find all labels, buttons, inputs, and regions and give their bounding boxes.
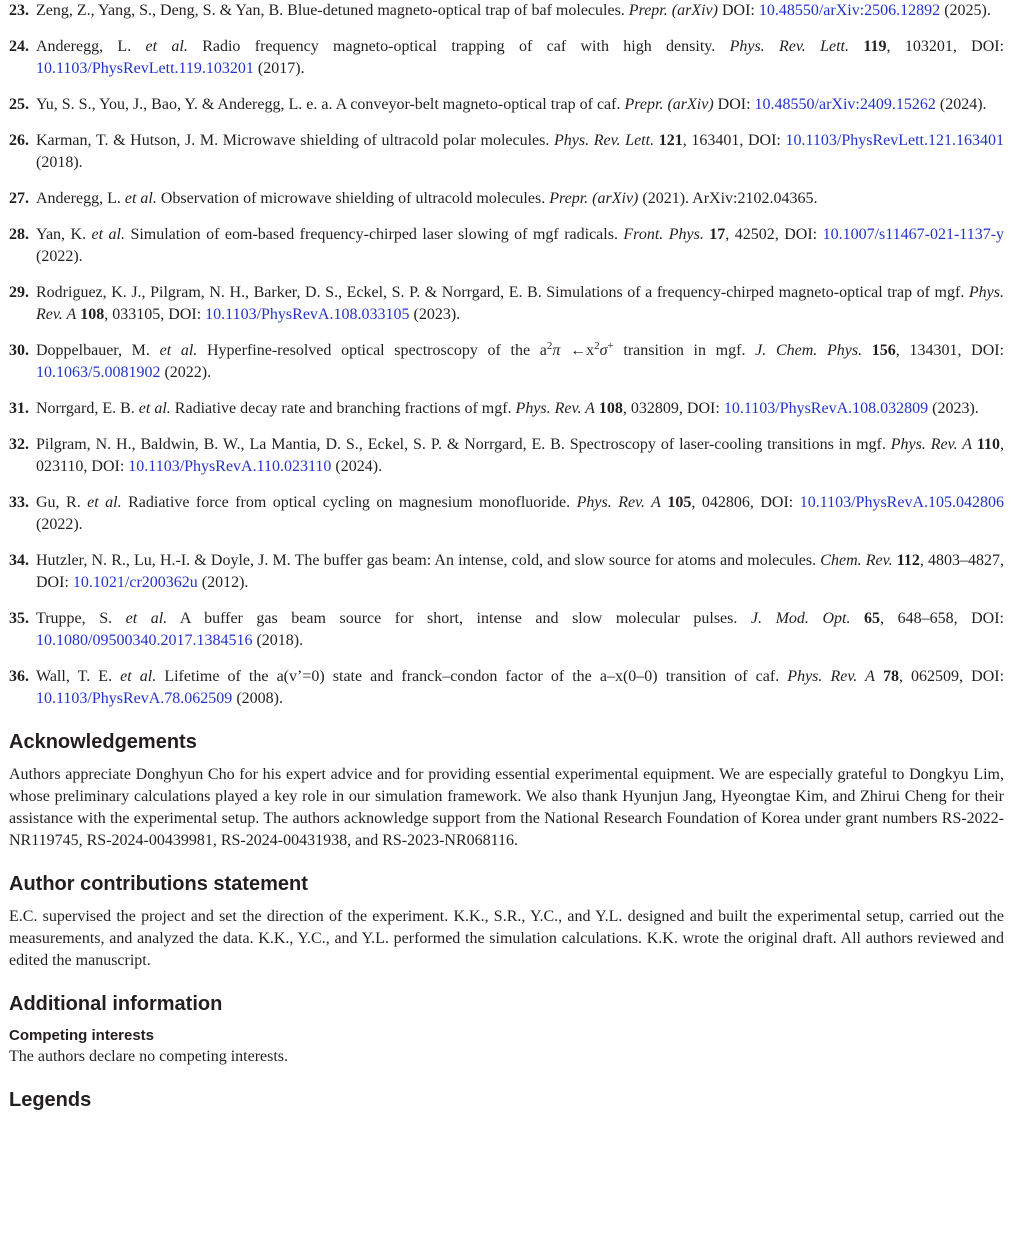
reference-segment: Radiative decay rate and branching fractions of mgf. (170, 400, 516, 417)
reference-number: 24. (9, 38, 29, 55)
doi-link[interactable]: 10.1103/PhysRevA.78.062509 (36, 690, 233, 707)
journal-name: Phys. Rev. Lett. (729, 38, 850, 55)
journal-name: Phys. Rev. A (36, 284, 1004, 323)
volume-number: 17 (709, 226, 726, 243)
volume-number: 65 (864, 610, 881, 627)
reference-item (9, 608, 1004, 652)
volume-number: 156 (871, 342, 896, 359)
reference-number: 31. (9, 400, 29, 417)
reference-segment: , 032809, DOI: (622, 400, 724, 417)
reference-segment: , 163401, DOI: (682, 132, 786, 149)
reference-segment: Anderegg, L. (36, 190, 125, 207)
reference-number: 35. (9, 610, 29, 627)
journal-name: Prepr. (arXiv) (549, 190, 639, 207)
reference-number: 23. (9, 2, 29, 19)
reference-item (9, 550, 1004, 594)
reference-text (36, 226, 1004, 265)
reference-segment: , 103201, DOI: (886, 38, 1005, 55)
reference-item (9, 282, 1004, 326)
journal-name: et al. (124, 190, 157, 207)
reference-text (36, 552, 1004, 591)
reference-segment: , 023110, DOI: (36, 436, 1004, 475)
reference-text (36, 436, 1004, 475)
reference-number: 29. (9, 284, 29, 301)
reference-segment: (2025). (940, 2, 991, 19)
journal-name: Phys. Rev. A (890, 436, 972, 453)
journal-name: Phys. Rev. A (515, 400, 595, 417)
reference-segment: , 033105, DOI: (104, 306, 206, 323)
reference-text (36, 342, 1004, 381)
reference-number: 34. (9, 552, 29, 569)
math-symbol: π (552, 342, 561, 359)
reference-text (36, 610, 1004, 649)
journal-name: et al. (120, 668, 157, 685)
doi-link[interactable]: 10.1103/PhysRevA.105.042806 (799, 494, 1005, 511)
superscript: 2 (546, 340, 553, 352)
reference-text (36, 38, 1004, 77)
reference-number: 30. (9, 342, 29, 359)
reference-segment: Pilgram, N. H., Baldwin, B. W., La Mantia, D. S., Eckel, S. P. & Norrgard, E. B. Spectroscopy of laser-cooling transitions in mgf. (36, 436, 891, 453)
journal-name: et al. (87, 494, 122, 511)
reference-item (9, 340, 1004, 384)
superscript: + (607, 340, 614, 352)
reference-item (9, 36, 1004, 80)
reference-segment (849, 38, 863, 55)
volume-number: 119 (863, 38, 887, 55)
journal-name: Front. Phys. (623, 226, 704, 243)
volume-number: 108 (598, 400, 623, 417)
journal-name: Phys. Rev. A (787, 668, 875, 685)
reference-segment: Norrgard, E. B. (36, 400, 139, 417)
reference-list (9, 0, 1004, 710)
reference-segment: (2017). (253, 60, 305, 77)
reference-segment: Gu, R. (36, 494, 88, 511)
volume-number: 110 (976, 436, 1000, 453)
competing-interests-text: The authors declare no competing interests. (9, 1048, 289, 1065)
reference-number: 27. (9, 190, 29, 207)
additional-information-heading: Additional information (9, 993, 223, 1015)
doi-link[interactable]: 10.1103/PhysRevA.108.033105 (205, 306, 410, 323)
reference-segment: (2024). (935, 96, 987, 113)
reference-segment: (2021). ArXiv:2102.04365. (638, 190, 818, 207)
reference-text (36, 96, 987, 113)
reference-segment: , 648–658, DOI: (880, 610, 1004, 627)
superscript: 2 (594, 340, 600, 352)
doi-link[interactable]: 10.1080/09500340.2017.1384516 (36, 632, 253, 649)
doi-link[interactable]: 10.48550/arXiv:2506.12892 (758, 2, 941, 19)
reference-segment: DOI: (713, 96, 755, 113)
reference-segment: Zeng, Z., Yang, S., Deng, S. & Yan, B. Blue-detuned magneto-optical trap of baf molecules. (36, 2, 629, 19)
reference-segment: Truppe, S. (36, 610, 126, 627)
reference-segment: (2018). (252, 632, 304, 649)
reference-segment: Karman, T. & Hutson, J. M. Microwave shielding of ultracold polar molecules. (36, 132, 555, 149)
reference-segment (875, 668, 883, 685)
reference-segment: Simulation of eom-based frequency-chirped laser slowing of mgf radicals. (124, 226, 624, 243)
reference-text (36, 494, 1004, 533)
reference-segment: , 134301, DOI: (895, 342, 1005, 359)
document-page (9, 0, 1004, 1112)
reference-segment (850, 610, 864, 627)
doi-link[interactable]: 10.1103/PhysRevA.110.023110 (128, 458, 332, 475)
journal-name: Phys. Rev. Lett. (554, 132, 655, 149)
journal-name: et al. (159, 342, 198, 359)
reference-text (36, 2, 991, 19)
reference-segment: , 042806, DOI: (691, 494, 800, 511)
reference-item (9, 224, 1004, 268)
reference-number: 33. (9, 494, 29, 511)
reference-segment: DOI: (717, 2, 759, 19)
volume-number: 105 (667, 494, 692, 511)
reference-segment: Anderegg, L. (36, 38, 146, 55)
doi-link[interactable]: 10.1063/5.0081902 (36, 364, 161, 381)
reference-segment: Hutzler, N. R., Lu, H.-I. & Doyle, J. M. The buffer gas beam: An intense, cold, and slow source for atoms and molecules. (36, 552, 821, 569)
reference-segment: ←x (560, 342, 595, 359)
volume-number: 78 (882, 668, 899, 685)
reference-segment: , 42502, DOI: (725, 226, 823, 243)
reference-segment: Observation of microwave shielding of ultracold molecules. (156, 190, 550, 207)
author-contributions-heading: Author contributions statement (9, 873, 308, 895)
reference-item (9, 492, 1004, 536)
reference-segment: Yan, K. (36, 226, 92, 243)
reference-item (9, 666, 1004, 710)
journal-name: Prepr. (arXiv) (628, 2, 718, 19)
acknowledgements-heading: Acknowledgements (9, 731, 197, 753)
reference-segment: Yu, S. S., You, J., Bao, Y. & Anderegg, L. e. a. A conveyor-belt magneto-optical trap of caf. (36, 96, 625, 113)
journal-name: Chem. Rev. (820, 552, 893, 569)
journal-name: et al. (125, 610, 168, 627)
reference-text (36, 284, 1004, 323)
author-contributions-text: E.C. supervised the project and set the direction of the experiment. K.K., S.R., Y.C., and Y.L. designed and built the experimental setup, carried out the measurements, and analyzed the data. K.K., Y.C., and Y.L. performed the simulation calculations. K.K. wrote the original draft. All authors reviewed and edited the manuscript. (9, 908, 1004, 969)
reference-segment: Radiative force from optical cycling on magnesium monofluoride. (121, 494, 577, 511)
reference-text (36, 668, 1004, 707)
journal-name: J. Mod. Opt. (750, 610, 851, 627)
reference-number: 36. (9, 668, 29, 685)
reference-item (9, 398, 1004, 420)
reference-segment: (2022). (36, 516, 83, 533)
reference-segment: (2023). (928, 400, 979, 417)
reference-segment: (2022). (36, 248, 83, 265)
acknowledgements-text: Authors appreciate Donghyun Cho for his expert advice and for providing essential experimental equipment. We are especially grateful to Dongkyu Lim, whose preliminary calculations played a key role in our simulation framework. We also thank Hyunjun Jang, Hyeongtae Kim, and Zhirui Cheng for their assistance with the experimental setup. The authors acknowledge support from the National Research Foundation of Korea under grant numbers RS-2022-NR119745, RS-2024-00439981, RS-2024-00431938, and RS-2023-NR068116. (9, 766, 1004, 849)
reference-text (36, 400, 979, 417)
reference-segment: , 4803–4827, DOI: (36, 552, 1005, 591)
doi-link[interactable]: 10.1021/cr200362u (72, 574, 198, 591)
reference-item (9, 0, 1004, 22)
doi-link[interactable]: 10.1103/PhysRevLett.121.163401 (785, 132, 1004, 149)
math-symbol: σ (599, 342, 608, 359)
reference-segment: Doppelbauer, M. (36, 342, 160, 359)
reference-number: 28. (9, 226, 29, 243)
reference-segment: Rodriguez, K. J., Pilgram, N. H., Barker, D. S., Eckel, S. P. & Norrgard, E. B. Simulations of a frequency-chirped magneto-optical trap of mgf. (36, 284, 969, 301)
legends-heading: Legends (9, 1089, 92, 1111)
journal-name: Phys. Rev. A (576, 494, 661, 511)
journal-name: Prepr. (arXiv) (624, 96, 714, 113)
reference-text (36, 190, 817, 207)
doi-link[interactable]: 10.1103/PhysRevLett.119.103201 (36, 60, 254, 77)
reference-segment: Hyperfine-resolved optical spectroscopy of the a (197, 342, 547, 359)
doi-link[interactable]: 10.48550/arXiv:2409.15262 (754, 96, 936, 113)
reference-segment: (2012). (197, 574, 249, 591)
competing-interests-heading: Competing interests (9, 1027, 155, 1044)
journal-name: et al. (145, 38, 188, 55)
reference-text (36, 132, 1004, 171)
reference-segment: (2022). (160, 364, 212, 381)
reference-segment: (2023). (409, 306, 461, 323)
reference-segment: , 062509, DOI: (898, 668, 1005, 685)
volume-number: 121 (658, 132, 683, 149)
volume-number: 108 (80, 306, 105, 323)
reference-segment: transition in mgf. (613, 342, 756, 359)
reference-segment: Wall, T. E. (36, 668, 121, 685)
reference-item (9, 94, 1004, 116)
reference-segment: (2024). (331, 458, 383, 475)
journal-name: et al. (91, 226, 125, 243)
reference-item (9, 130, 1004, 174)
reference-number: 32. (9, 436, 29, 453)
reference-segment: (2018). (36, 154, 83, 171)
volume-number: 112 (896, 552, 920, 569)
reference-segment: A buffer gas beam source for short, intense and slow molecular pulses. (167, 610, 751, 627)
doi-link[interactable]: 10.1007/s11467-021-1137-y (822, 226, 1005, 243)
reference-item (9, 188, 1004, 210)
reference-number: 26. (9, 132, 29, 149)
reference-segment: (2008). (232, 690, 283, 707)
journal-name: J. Chem. Phys. (755, 342, 863, 359)
reference-segment (862, 342, 872, 359)
doi-link[interactable]: 10.1103/PhysRevA.108.032809 (723, 400, 929, 417)
reference-number: 25. (9, 96, 29, 113)
reference-item (9, 434, 1004, 478)
reference-segment: Radio frequency magneto-optical trapping of caf with high density. (187, 38, 730, 55)
reference-segment: Lifetime of the a(v’=0) state and franck–condon factor of the a–x(0–0) transition of caf. (156, 668, 788, 685)
journal-name: et al. (138, 400, 171, 417)
